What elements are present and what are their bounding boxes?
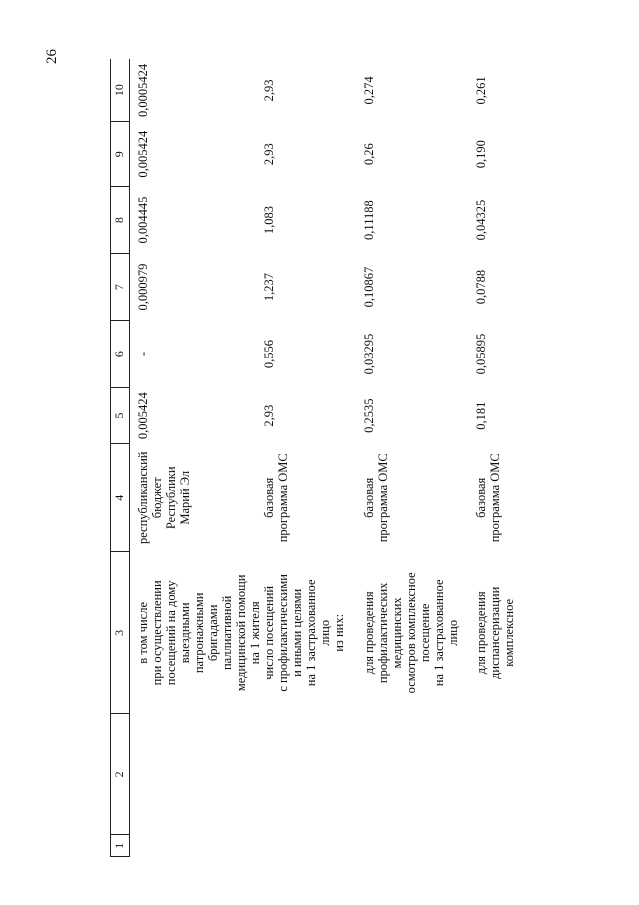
cell-value-c6 xyxy=(332,321,362,388)
cell-col2 xyxy=(130,714,263,835)
indicator-line: число посещений xyxy=(262,585,276,680)
cell-value-c5: 0,181 xyxy=(474,401,488,430)
cell-funding-source xyxy=(130,444,263,552)
funding-line: программа ОМС xyxy=(488,453,502,543)
indicator-line: из них: xyxy=(332,613,346,652)
header-cell: 3 xyxy=(111,552,130,714)
cell-value-c10: 0,0005424 xyxy=(136,63,150,117)
funding-line: базовая xyxy=(262,477,276,518)
funding-line: базовая xyxy=(474,477,488,518)
indicator-line: лицо xyxy=(318,619,332,646)
cell-value-c9: 2,93 xyxy=(262,143,276,166)
page-number: 26 xyxy=(44,49,60,64)
cell-value-c10: 0,261 xyxy=(474,76,488,105)
indicator-line: бригадами xyxy=(206,604,220,662)
cell-value-c8: 0,04325 xyxy=(474,199,488,241)
funding-line: республиканский xyxy=(136,451,150,545)
cell-value-c5: 2,93 xyxy=(262,404,276,427)
rotated-table-frame xyxy=(110,59,615,857)
table-row xyxy=(130,59,263,857)
indicator-line: при осуществлении xyxy=(150,580,164,686)
cell-col1 xyxy=(362,835,474,857)
cell-value-c7: 0,000979 xyxy=(136,263,150,311)
indicator-line: на 1 застрахованное xyxy=(304,579,318,687)
indicator-line: на 1 застрахованное xyxy=(432,579,446,687)
table-row xyxy=(474,59,534,857)
header-cell: 5 xyxy=(111,388,130,444)
indicator-line: посещение xyxy=(418,603,432,663)
cell-value-c6: 0,556 xyxy=(262,340,276,369)
cell-col1 xyxy=(474,835,534,857)
cell-indicator xyxy=(474,552,534,714)
cell-value-c9 xyxy=(332,122,362,187)
cell-value-c7: 1,237 xyxy=(262,273,276,302)
cell-value-c8 xyxy=(332,187,362,254)
header-cell: 6 xyxy=(111,321,130,388)
cell-funding-source xyxy=(332,444,362,552)
cell-value-c10 xyxy=(332,59,362,122)
indicator-line: на 1 жителя xyxy=(248,601,262,665)
indicator-line: профилактических xyxy=(376,582,390,684)
cell-value-c9: 0,26 xyxy=(362,143,376,166)
funding-line: базовая xyxy=(362,477,376,518)
cell-value-c8: 0,11188 xyxy=(362,200,376,240)
cell-col2 xyxy=(362,714,474,835)
cell-value-c6: - xyxy=(136,351,150,357)
indicator-line: для проведения xyxy=(474,591,488,675)
indicator-line: выездными xyxy=(178,602,192,664)
header-cell: 4 xyxy=(111,444,130,552)
header-cell: 10 xyxy=(111,59,130,122)
cell-value-c10: 2,93 xyxy=(262,79,276,102)
cell-value-c7: 0,0788 xyxy=(474,269,488,305)
cell-value-c5 xyxy=(332,388,362,444)
indicator-line: посещений на дому xyxy=(164,580,178,686)
cell-indicator xyxy=(332,552,362,714)
cell-col2 xyxy=(332,714,362,835)
cell-value-c5: 0,2535 xyxy=(362,398,376,433)
indicator-line: и иными целями xyxy=(290,588,304,677)
cell-col2 xyxy=(474,714,534,835)
indicator-line: с профилактическими xyxy=(276,574,290,692)
table-row xyxy=(332,59,362,857)
cell-funding-source xyxy=(262,444,332,552)
funding-line: программа ОМС xyxy=(376,453,390,543)
data-table xyxy=(110,59,534,857)
cell-value-c10: 0,274 xyxy=(362,76,376,105)
cell-col1 xyxy=(130,835,263,857)
cell-value-c6: 0,03295 xyxy=(362,333,376,375)
cell-value-c6: 0,05895 xyxy=(474,333,488,375)
funding-line: программа ОМС xyxy=(276,453,290,543)
indicator-line: диспансеризации xyxy=(488,586,502,679)
cell-funding-source xyxy=(362,444,474,552)
cell-value-c8: 1,083 xyxy=(262,206,276,235)
cell-value-c9: 0,190 xyxy=(474,140,488,169)
header-cell: 1 xyxy=(111,835,130,857)
indicator-line: патронажными xyxy=(192,592,206,674)
funding-line: Республики xyxy=(164,466,178,530)
indicator-line: лицо xyxy=(446,619,460,646)
header-cell: 9 xyxy=(111,122,130,187)
indicator-line: паллиативной xyxy=(220,595,234,671)
indicator-line: комплексное xyxy=(502,598,516,667)
cell-col1 xyxy=(262,835,332,857)
header-cell: 2 xyxy=(111,714,130,835)
table-header-row xyxy=(111,59,130,857)
cell-indicator xyxy=(130,552,263,714)
funding-line: бюджет xyxy=(150,477,164,519)
cell-value-c9: 0,005424 xyxy=(136,130,150,178)
funding-line: Марий Эл xyxy=(178,470,192,525)
cell-indicator xyxy=(362,552,474,714)
cell-col2 xyxy=(262,714,332,835)
table-row xyxy=(362,59,474,857)
indicator-line: в том числе xyxy=(136,602,150,664)
cell-value-c5: 0,005424 xyxy=(136,392,150,440)
indicator-line: медицинских xyxy=(390,597,404,669)
indicator-line: для проведения xyxy=(362,591,376,675)
indicator-line: осмотров комплексное xyxy=(404,572,418,694)
indicator-line: медицинской помощи xyxy=(234,574,248,692)
cell-indicator xyxy=(262,552,332,714)
cell-value-c7 xyxy=(332,254,362,321)
header-cell: 7 xyxy=(111,254,130,321)
cell-value-c7: 0,10867 xyxy=(362,266,376,308)
table-row xyxy=(262,59,332,857)
cell-value-c8: 0,004445 xyxy=(136,196,150,244)
cell-col1 xyxy=(332,835,362,857)
cell-funding-source xyxy=(474,444,534,552)
header-cell: 8 xyxy=(111,187,130,254)
